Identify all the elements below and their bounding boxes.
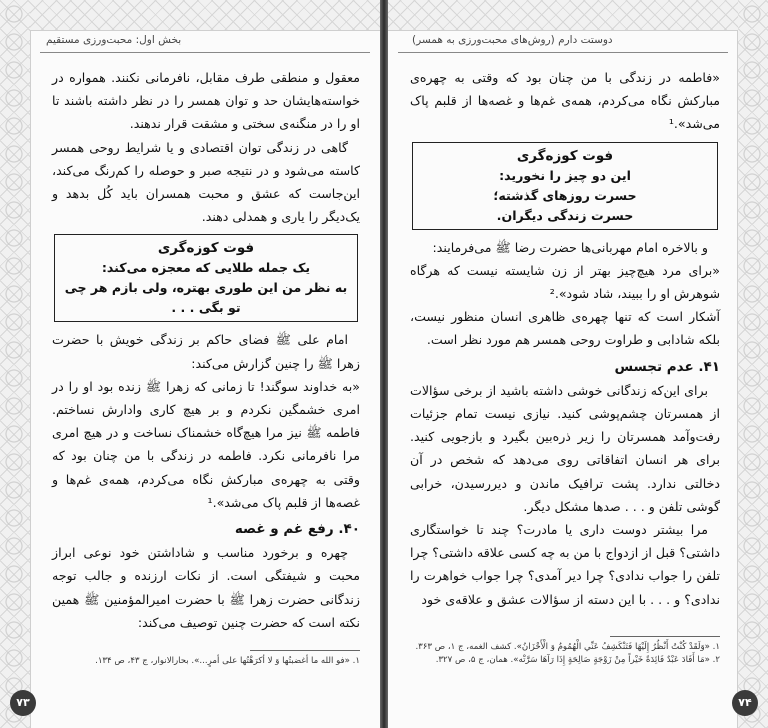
paragraph: معقول و منطقی طرف مقابل، نافرمانی نکنند. همواره در خواسته‌هایشان حد و توان همسر را در نظر داشته باشند تا او را در منگنه‌ی سختی و مشقت قرار ندهند. xyxy=(52,70,360,132)
tip-box-title: فوت کوزه‌گری xyxy=(516,147,614,164)
quote-paragraph: «برای مرد هیچ‌چیز بهتر از زن شایسته نیست که هرگاه شوهرش او را ببیند، شاد شود».² xyxy=(410,262,720,302)
footnote-rule xyxy=(610,636,720,637)
footnote: ۱. «وَلَقَدْ كُنْتُ أَنْظُرُ إِلَيْهَا فَتَنْكَشِفُ عَنِّي الْهُمُومُ وَ الْأَحْزَانُ». کشف الغمه، ج ۱، ص ۳۶۳. xyxy=(415,642,720,652)
quote-paragraph: «به خداوند سوگند! تا زمانی که زهرا ﷺ زنده بود او را در امری خشمگین نکردم و بر هیچ کاری وادارش نساختم. فاطمه ﷺ نیز مرا هیچ‌گاه خشمناک نساخت و در هیچ امری مرا نافرمانی نکرد. فاطمه در زندگی با من چنان بود که وقتی به چهره‌ی مبارکش نگاه می‌کردم، همه‌ی غم‌ها و غصه‌ها از قلبم پاک می‌شد».¹ xyxy=(52,378,360,510)
tip-box-line: به نظر من این طوری بهتره، ولی بازم هر چی تو بگی . . . xyxy=(64,280,348,316)
right-footnotes xyxy=(410,636,720,667)
left-page-ornament-border xyxy=(0,0,31,728)
tip-box-line: حسرت زندگی دیگران. xyxy=(496,207,634,223)
tip-box xyxy=(412,142,718,230)
paragraph: امام علی ﷺ فضای حاکم بر زندگی خویش با حضرت زهرا ﷺ را چنین گزارش می‌کند: xyxy=(52,332,360,371)
section-title: ۴۰. رفع غم و غصه xyxy=(234,521,360,538)
right-page-body xyxy=(410,66,720,611)
paragraph: چهره و برخورد مناسب و شاداشتن خود نوعی ابراز محبت و شیفتگی است. از نکات ارزنده و جالب توجه زندگانی حضرت زهرا ﷺ با حضرت امیرالمؤمنین ﷺ همین نکته است که حضرت چنین توصیف می‌کند: xyxy=(52,545,360,630)
left-footnotes xyxy=(52,650,360,668)
paragraph: گاهی در زندگی توان اقتصادی و یا شرایط روحی همسر کاسته می‌شود و در نتیجه صبر و حوصله را کم‌رنگ می‌کند، این‌جاست که عشق و محبت همسران باید کُل بدهد و یک‌دیگر را یاری و همدلی دهند. xyxy=(52,139,360,225)
paragraph: مرا بیشتر دوست داری یا مادرت؟ چند تا خواستگاری داشتی؟ قبل از ازدواج با من به چه کسی علاقه داشتی؟ چرا تلفن را جواب ندادی؟ چرا دیر آمدی؟ چرا جواب خواهرت را ندادی؟ و . . . با این دسته از سؤالات عشق و علاقه‌ی خود xyxy=(410,522,720,607)
left-page-body xyxy=(52,66,360,634)
tip-box-line: این دو چیز را نخورید: xyxy=(499,167,631,183)
right-page-ornament-top xyxy=(388,0,738,31)
paragraph: آشکار است که تنها چهره‌ی ظاهری انسان منظور نیست، بلکه شادابی و طراوت روحی همسر هم مورد نظر است. xyxy=(410,309,720,348)
footnote: ۱. «فو الله ما أغضبتُها وَ لا أكرَهْتُها على أمرٍ...». بحارالانوار، ج ۴۳، ص ۱۳۴. xyxy=(95,656,360,666)
footnote-rule xyxy=(250,650,360,651)
right-page-header: دوستت دارم (روش‌های محبت‌ورزی به همسر) xyxy=(412,34,613,46)
tip-box xyxy=(54,234,358,322)
right-header-rule xyxy=(398,52,728,53)
left-page xyxy=(0,0,380,728)
tip-box-title: فوت کوزه‌گری xyxy=(157,240,255,257)
right-page-ornament-border xyxy=(737,0,768,728)
right-page xyxy=(388,0,768,728)
tip-box-line: یک جمله طلایی که معجزه می‌کند: xyxy=(101,260,311,276)
left-header-rule xyxy=(40,52,370,53)
page-number-badge: ۷۳ xyxy=(10,690,36,716)
quote-paragraph: «فاطمه در زندگی با من چنان بود که وقتی به چهره‌ی مبارکش نگاه می‌کردم، همه‌ی غم‌ها و غصه‌ها از قلبم پاک می‌شد».¹ xyxy=(410,70,720,132)
paragraph: برای این‌که زندگانی خوشی داشته باشید از برخی سؤالات از همسرتان چشم‌پوشی کنید. نیازی نیست تمام جزئیات رفت‌وآمد همسرتان را زیر ذره‌بین بگیرد و بازجویی کنید. برای هر انسان اتفاقاتی روی می‌دهد که شخص در آن دخالتی ندارد. پشت ترافیک ماندن و دیررسیدن، خرابی گوشی تلفن و . . . صدها مشکل دیگر. xyxy=(410,382,720,514)
left-page-header: بخش اول: محبت‌ورزی مستقیم xyxy=(46,34,182,46)
left-page-ornament-top xyxy=(30,0,380,31)
paragraph: و بالاخره امام مهربانی‌ها حضرت رضا ﷺ می‌فرمایند: xyxy=(432,239,708,255)
tip-box-line: حسرت روزهای گذشته؛ xyxy=(493,187,637,203)
footnote: ۲. «مَا أَفَادَ عَبْدٌ فَائِدَةً خَيْراً مِنْ زَوْجَةٍ صَالِحَةٍ إِذَا رَآهَا سَرَّتْه». همان، ج ۵، ص ۳۲۷. xyxy=(435,655,720,665)
page-number-badge: ۷۴ xyxy=(732,690,758,716)
section-title: ۴۱. عدم تجسس xyxy=(614,358,720,375)
book-gutter xyxy=(380,0,388,728)
